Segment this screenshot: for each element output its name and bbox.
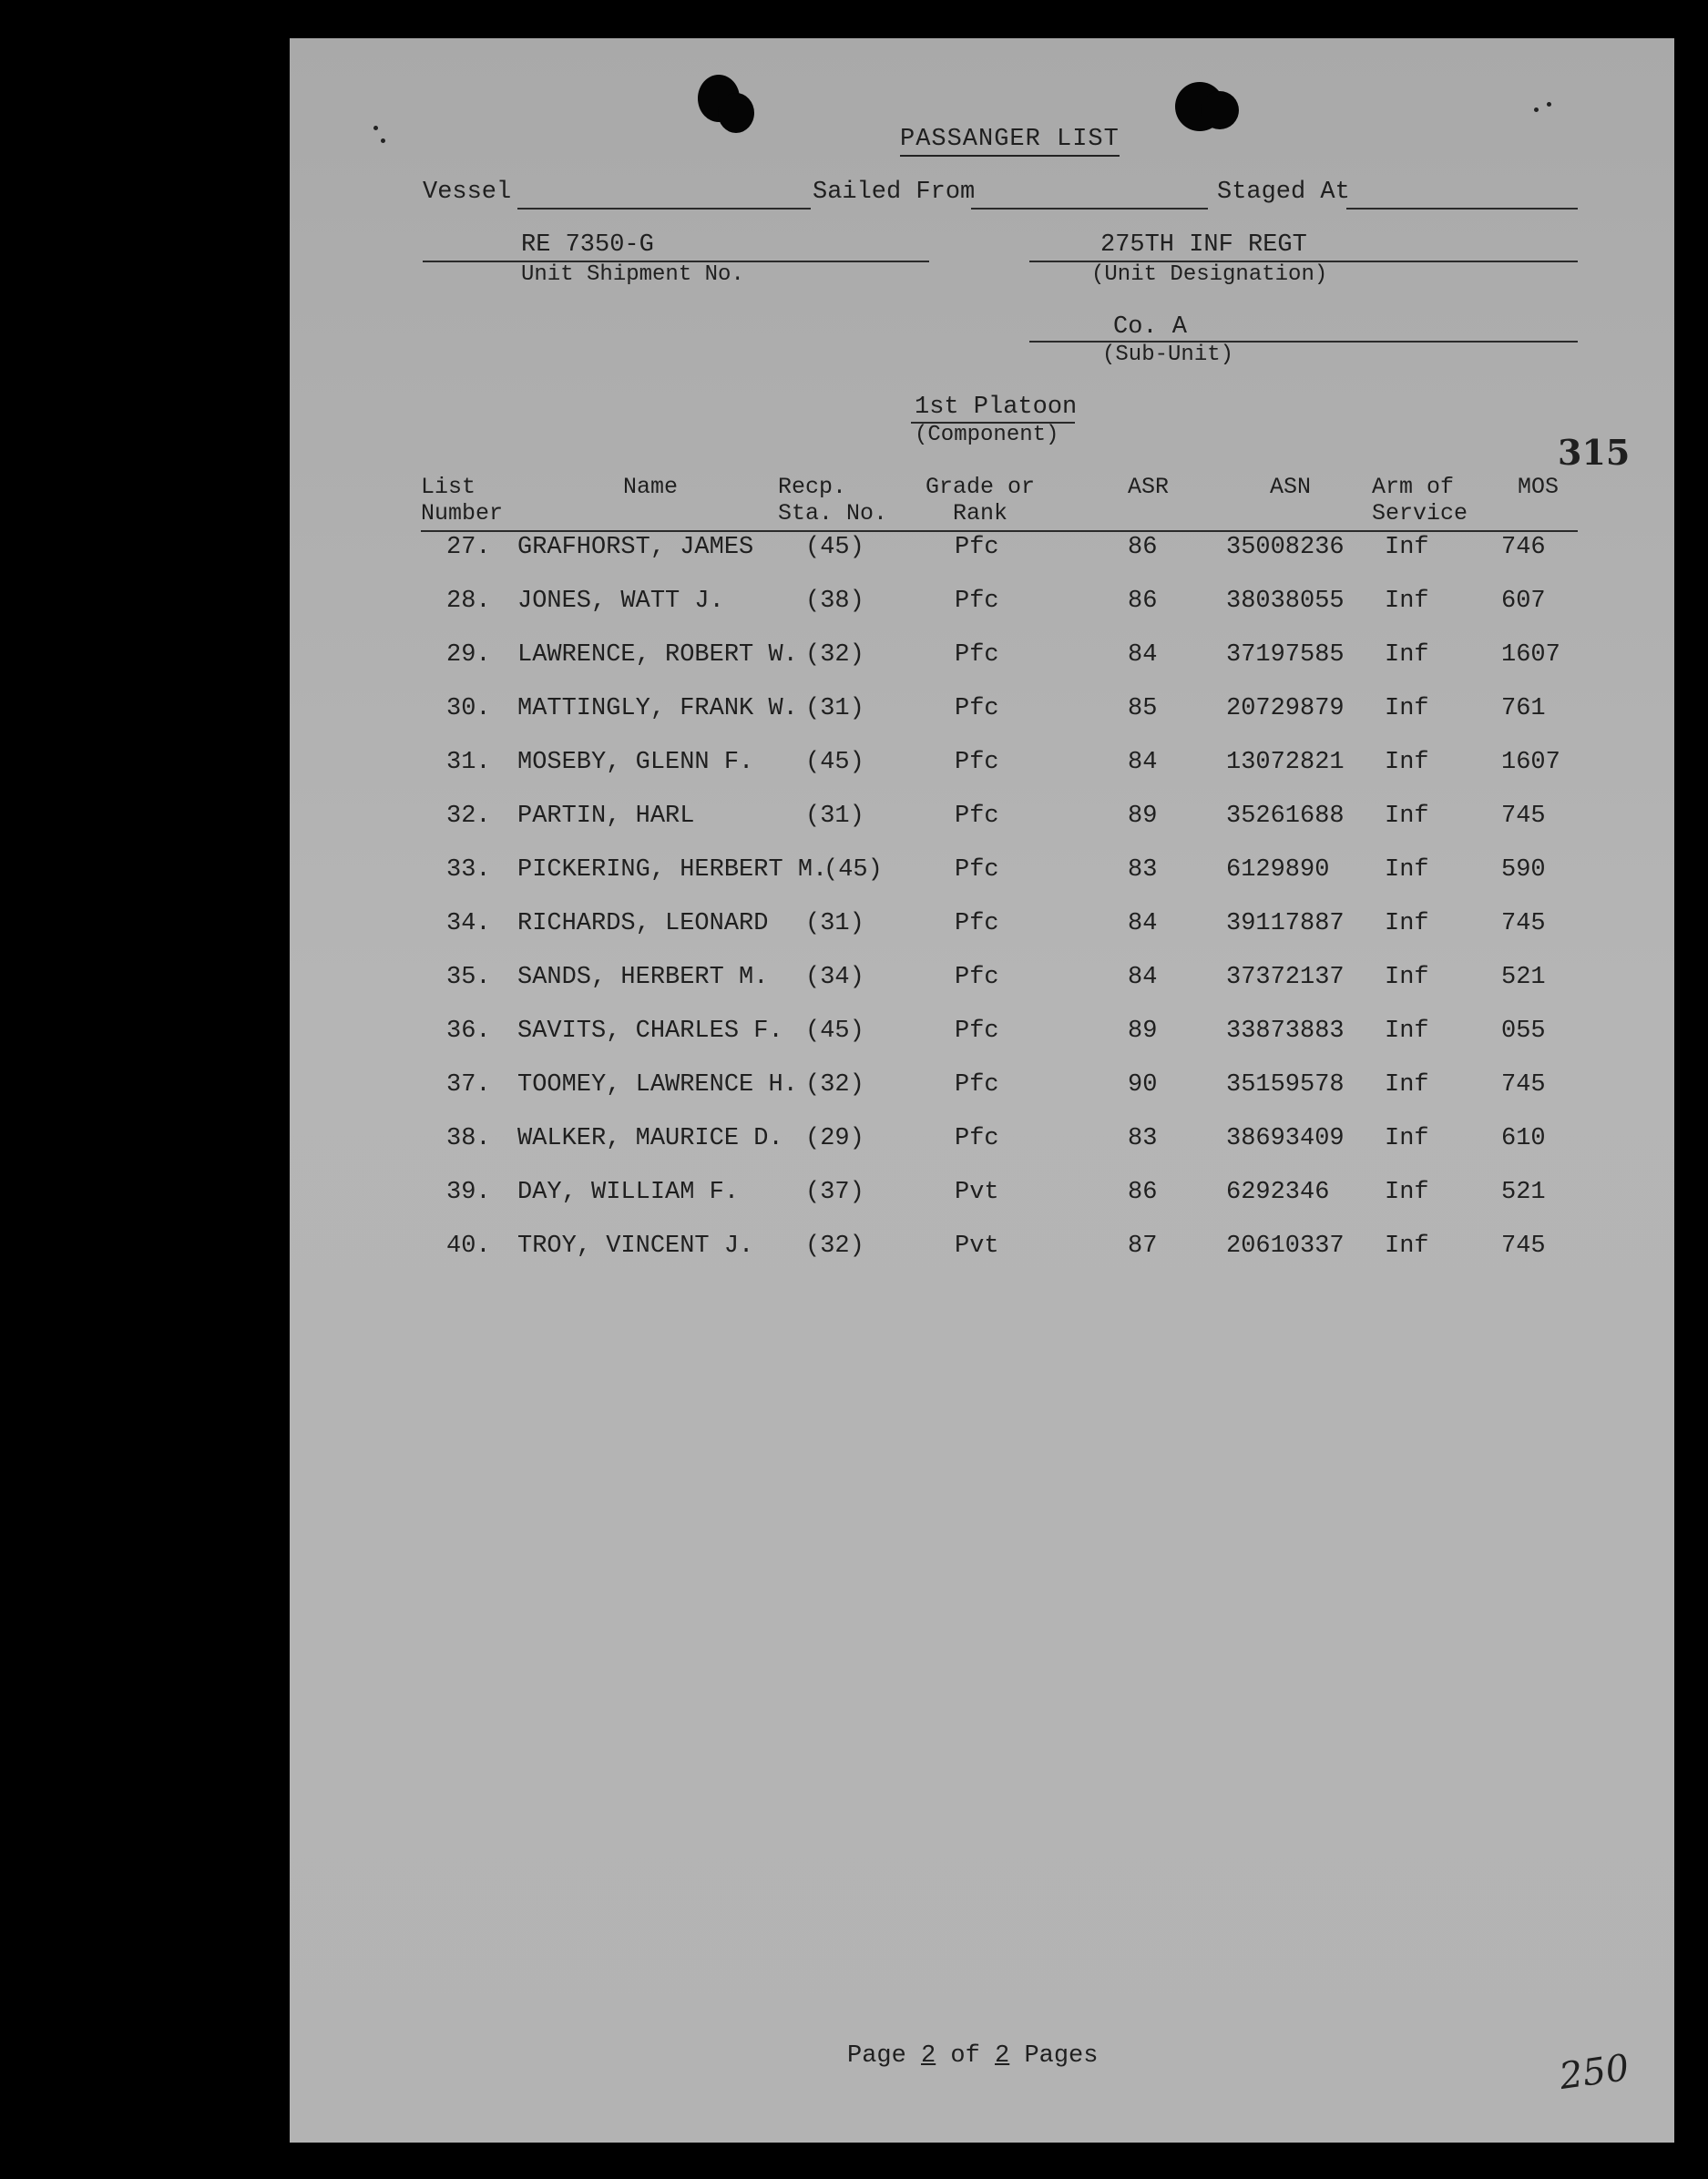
asn: 35008236 — [1226, 534, 1345, 561]
recp-station: (31) — [805, 695, 864, 722]
vessel-label: Vessel — [423, 179, 512, 206]
passenger-name: DAY, WILLIAM F. — [517, 1179, 740, 1206]
passenger-name: JONES, WATT J. — [517, 588, 724, 615]
grade: Pfc — [955, 695, 999, 722]
mos: 521 — [1501, 964, 1546, 991]
passenger-name: SANDS, HERBERT M. — [517, 964, 769, 991]
table-row — [290, 641, 1674, 687]
mos: 761 — [1501, 695, 1546, 722]
arm-of-service: Inf — [1385, 1179, 1429, 1206]
asr: 83 — [1128, 856, 1158, 884]
mos: 745 — [1501, 1071, 1546, 1099]
asn: 37197585 — [1226, 641, 1345, 669]
table-row — [290, 1125, 1674, 1171]
list-number: 34. — [446, 910, 491, 937]
asr: 89 — [1128, 803, 1158, 830]
asr: 86 — [1128, 534, 1158, 561]
recp-station: (37) — [805, 1179, 864, 1206]
grade: Pfc — [955, 749, 999, 776]
list-number: 32. — [446, 803, 491, 830]
passenger-name: RICHARDS, LEONARD — [517, 910, 769, 937]
arm-of-service: Inf — [1385, 964, 1429, 991]
recp-station: (45) — [823, 856, 883, 884]
sub-unit: Co. A — [1113, 313, 1188, 341]
page-of: of — [950, 2042, 980, 2070]
recp-station: (45) — [805, 1018, 864, 1045]
arm-of-service: Inf — [1385, 1125, 1429, 1152]
recp-station: (29) — [805, 1125, 864, 1152]
passenger-name: SAVITS, CHARLES F. — [517, 1018, 783, 1045]
speck — [381, 138, 385, 143]
table-row — [290, 1179, 1674, 1224]
header-name: Name — [623, 474, 679, 500]
grade: Pfc — [955, 910, 999, 937]
handwritten-number: 250 — [1557, 2046, 1632, 2099]
arm-of-service: Inf — [1385, 1233, 1429, 1260]
list-number: 35. — [446, 964, 491, 991]
header-asr: ASR — [1128, 474, 1170, 500]
asn: 33873883 — [1226, 1018, 1345, 1045]
page-current: 2 — [921, 2042, 936, 2070]
list-number: 27. — [446, 534, 491, 561]
mos: 745 — [1501, 910, 1546, 937]
list-number: 38. — [446, 1125, 491, 1152]
punch-hole-right-2 — [1201, 91, 1239, 129]
list-number: 40. — [446, 1233, 491, 1260]
sailed-from-line — [971, 208, 1208, 210]
arm-of-service: Inf — [1385, 856, 1429, 884]
asr: 84 — [1128, 910, 1158, 937]
arm-of-service: Inf — [1385, 641, 1429, 669]
recp-station: (38) — [805, 588, 864, 615]
asn: 20610337 — [1226, 1233, 1345, 1260]
asr: 90 — [1128, 1071, 1158, 1099]
page-footer — [847, 2042, 1098, 2070]
mos: 1607 — [1501, 641, 1560, 669]
table-row — [290, 856, 1674, 902]
grade: Pfc — [955, 641, 999, 669]
page-suffix: Pages — [1024, 2042, 1099, 2070]
passenger-table — [290, 534, 1674, 1260]
mos: 607 — [1501, 588, 1546, 615]
asr: 85 — [1128, 695, 1158, 722]
arm-of-service: Inf — [1385, 803, 1429, 830]
list-number: 31. — [446, 749, 491, 776]
asn: 13072821 — [1226, 749, 1345, 776]
grade: Pfc — [955, 856, 999, 884]
header-underline — [421, 530, 1578, 532]
speck — [373, 126, 378, 130]
punch-hole-left-2 — [718, 93, 754, 133]
grade: Pfc — [955, 534, 999, 561]
list-number: 36. — [446, 1018, 491, 1045]
document-title: PASSANGER LIST — [900, 126, 1120, 157]
asn: 6129890 — [1226, 856, 1330, 884]
component: 1st Platoon — [915, 394, 1078, 421]
asr: 84 — [1128, 749, 1158, 776]
table-row — [290, 588, 1674, 633]
recp-station: (31) — [805, 910, 864, 937]
table-row — [290, 695, 1674, 741]
recp-station: (34) — [805, 964, 864, 991]
list-number: 37. — [446, 1071, 491, 1099]
asn: 6292346 — [1226, 1179, 1330, 1206]
mos: 521 — [1501, 1179, 1546, 1206]
unit-designation: 275TH INF REGT — [1100, 231, 1307, 259]
grade: Pfc — [955, 1018, 999, 1045]
asr: 86 — [1128, 1179, 1158, 1206]
speck — [1547, 102, 1551, 107]
page-prefix: Page — [847, 2042, 906, 2070]
sub-unit-label: (Sub-Unit) — [1102, 343, 1234, 367]
arm-of-service: Inf — [1385, 749, 1429, 776]
list-number: 33. — [446, 856, 491, 884]
passenger-name: TOOMEY, LAWRENCE H. — [517, 1071, 798, 1099]
staged-at-label: Staged At — [1217, 179, 1350, 206]
asr: 86 — [1128, 588, 1158, 615]
header-mos: MOS — [1518, 474, 1560, 500]
recp-station: (32) — [805, 1071, 864, 1099]
passenger-name: WALKER, MAURICE D. — [517, 1125, 783, 1152]
table-row — [290, 534, 1674, 579]
grade: Pfc — [955, 1071, 999, 1099]
sailed-from-label: Sailed From — [813, 179, 976, 206]
passenger-name: LAWRENCE, ROBERT W. — [517, 641, 798, 669]
table-row — [290, 1233, 1674, 1278]
asn: 38693409 — [1226, 1125, 1345, 1152]
header-grade: Grade or Rank — [926, 474, 1036, 527]
passenger-name: PICKERING, HERBERT M. — [517, 856, 828, 884]
grade: Pfc — [955, 803, 999, 830]
passenger-name: PARTIN, HARL — [517, 803, 695, 830]
asn: 37372137 — [1226, 964, 1345, 991]
table-row — [290, 1018, 1674, 1063]
recp-station: (45) — [805, 534, 864, 561]
table-row — [290, 964, 1674, 1009]
header-recp: Recp. Sta. No. — [778, 474, 888, 527]
list-number: 29. — [446, 641, 491, 669]
table-row — [290, 749, 1674, 794]
header-list-number: List Number — [421, 474, 504, 527]
asr: 84 — [1128, 964, 1158, 991]
page-total: 2 — [995, 2042, 1010, 2070]
asn: 20729879 — [1226, 695, 1345, 722]
asr: 87 — [1128, 1233, 1158, 1260]
document-page — [290, 38, 1674, 2143]
recp-station: (31) — [805, 803, 864, 830]
asr: 89 — [1128, 1018, 1158, 1045]
passenger-name: MATTINGLY, FRANK W. — [517, 695, 798, 722]
table-row — [290, 910, 1674, 956]
recp-station: (32) — [805, 1233, 864, 1260]
mos: 610 — [1501, 1125, 1546, 1152]
arm-of-service: Inf — [1385, 910, 1429, 937]
mos: 590 — [1501, 856, 1546, 884]
speck — [1534, 107, 1539, 112]
header-arm: Arm of Service — [1372, 474, 1468, 527]
list-number: 39. — [446, 1179, 491, 1206]
asn: 39117887 — [1226, 910, 1345, 937]
list-number: 28. — [446, 588, 491, 615]
asn: 35159578 — [1226, 1071, 1345, 1099]
asr: 83 — [1128, 1125, 1158, 1152]
vessel-line — [517, 208, 811, 210]
grade: Pfc — [955, 964, 999, 991]
mos: 745 — [1501, 803, 1546, 830]
asn: 38038055 — [1226, 588, 1345, 615]
recp-station: (45) — [805, 749, 864, 776]
grade: Pfc — [955, 1125, 999, 1152]
mos: 1607 — [1501, 749, 1560, 776]
passenger-name: TROY, VINCENT J. — [517, 1233, 754, 1260]
unit-shipment-number: RE 7350-G — [521, 231, 654, 259]
staged-at-line — [1346, 208, 1578, 210]
arm-of-service: Inf — [1385, 1071, 1429, 1099]
passenger-name: MOSEBY, GLENN F. — [517, 749, 754, 776]
arm-of-service: Inf — [1385, 534, 1429, 561]
component-label: (Component) — [915, 423, 1059, 447]
recp-station: (32) — [805, 641, 864, 669]
unit-designation-label: (Unit Designation) — [1091, 262, 1328, 287]
stamp-number: 315 — [1558, 432, 1631, 473]
grade: Pfc — [955, 588, 999, 615]
mos: 055 — [1501, 1018, 1546, 1045]
passenger-name: GRAFHORST, JAMES — [517, 534, 754, 561]
arm-of-service: Inf — [1385, 1018, 1429, 1045]
mos: 746 — [1501, 534, 1546, 561]
asr: 84 — [1128, 641, 1158, 669]
grade: Pvt — [955, 1179, 999, 1206]
asn: 35261688 — [1226, 803, 1345, 830]
table-row — [290, 1071, 1674, 1117]
grade: Pvt — [955, 1233, 999, 1260]
unit-shipment-label: Unit Shipment No. — [521, 262, 744, 287]
header-asn: ASN — [1270, 474, 1312, 500]
arm-of-service: Inf — [1385, 695, 1429, 722]
list-number: 30. — [446, 695, 491, 722]
arm-of-service: Inf — [1385, 588, 1429, 615]
mos: 745 — [1501, 1233, 1546, 1260]
table-row — [290, 803, 1674, 848]
